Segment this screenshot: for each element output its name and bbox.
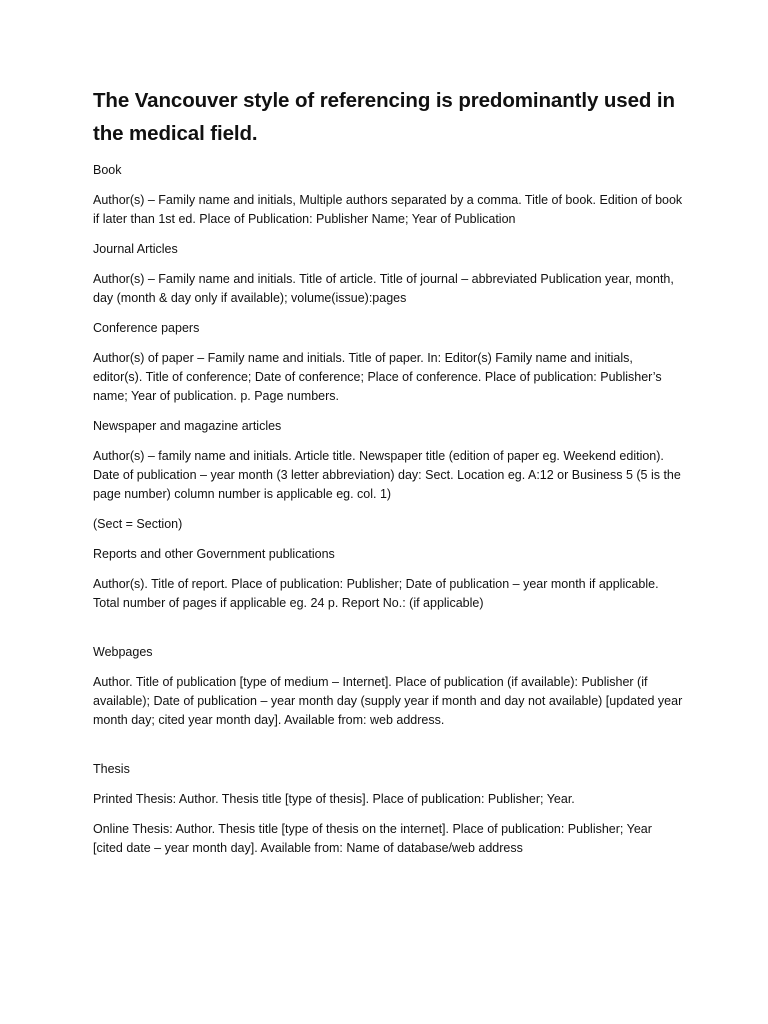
section-text-newspaper: Author(s) – family name and initials. Article title. Newspaper title (edition of paper eg. Weekend edition). Date of publication – year month (3 letter abbreviation) day: Sect. Location eg. A:12 or Business 5 (5 is the page number) column number is applicable eg. col. 1) (93, 449, 681, 501)
document-page (93, 84, 683, 869)
section-conference (93, 319, 683, 406)
section-text-conference: Author(s) of paper – Family name and initials. Title of paper. In: Editor(s) Family name and initials, editor(s). Title of conference; Date of conference; Place of conference. Place of publication: Publisher’s name; Year of publication. p. Page numbers. (93, 351, 662, 403)
section-heading-book: Book (93, 163, 122, 177)
section-text-reports: Author(s). Title of report. Place of publication: Publisher; Date of publication – year month if applicable. Total number of pages if applicable eg. 24 p. Report No.: (if applicable) (93, 577, 659, 610)
section-journal (93, 240, 683, 308)
section-heading-journal: Journal Articles (93, 242, 178, 256)
section-text-webpages: Author. Title of publication [type of medium – Internet]. Place of publication (if available): Publisher (if available); Date of publication – year month day (supply year if month and day not available) [updated year month day; cited year month day]. Available from: web address. (93, 675, 683, 727)
section-heading-webpages: Webpages (93, 645, 153, 659)
section-book (93, 161, 683, 229)
section-note-newspaper: (Sect = Section) (93, 517, 183, 531)
section-webpages (93, 643, 683, 730)
spacer (93, 741, 683, 760)
section-text-thesis-online: Online Thesis: Author. Thesis title [type of thesis on the internet]. Place of publication: Publisher; Year [cited date – year month day]. Available from: Name of database/web address (93, 822, 652, 855)
document-title: The Vancouver style of referencing is predominantly used in the medical field. (93, 89, 675, 145)
section-reports (93, 545, 683, 613)
section-thesis (93, 760, 683, 858)
spacer (93, 624, 683, 643)
section-heading-newspaper: Newspaper and magazine articles (93, 419, 282, 433)
section-heading-thesis: Thesis (93, 762, 130, 776)
section-newspaper (93, 417, 683, 534)
section-text-thesis-printed: Printed Thesis: Author. Thesis title [type of thesis]. Place of publication: Publisher; Year. (93, 792, 575, 806)
section-text-book: Author(s) – Family name and initials, Multiple authors separated by a comma. Title of book. Edition of book if later than 1st ed. Place of Publication: Publisher Name; Year of Publication (93, 193, 683, 226)
section-text-journal: Author(s) – Family name and initials. Title of article. Title of journal – abbreviated Publication year, month, day (month & day only if available); volume(issue):pages (93, 272, 674, 305)
section-heading-reports: Reports and other Government publications (93, 547, 335, 561)
section-heading-conference: Conference papers (93, 321, 200, 335)
